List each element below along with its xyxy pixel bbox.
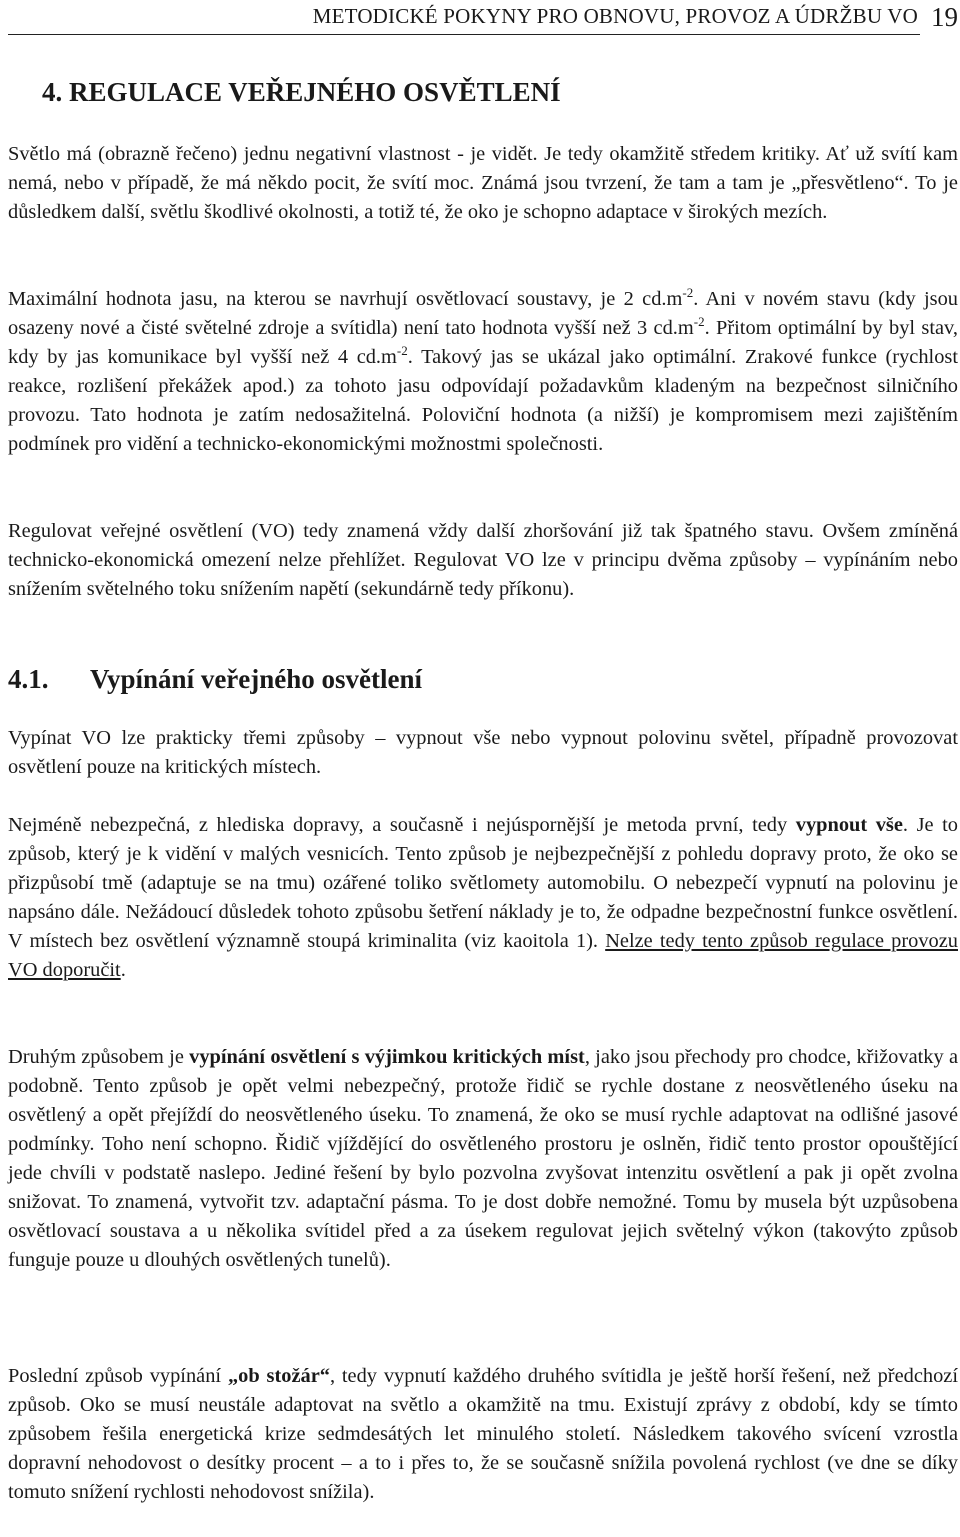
- page-number: 19: [931, 2, 958, 32]
- text-run: . Přitom optimální by byl stav, kdy by jas komunikace byl vyšší než 4 cd.m: [8, 317, 958, 368]
- text-run: Maximální hodnota jasu, na kterou se navrhují osvětlovací soustavy, je 2 cd.m: [8, 288, 683, 310]
- text-run: Nejméně nebezpečná, z hlediska dopravy, a současně i nejúspornější je metoda první, tedy: [8, 814, 796, 836]
- paragraph-three-ways: Vypínat VO lze prakticky třemi způsoby – vypnout vše nebo vypnout polovinu světel, případně provozovat osvětlení pouze na kritických místech.: [8, 727, 958, 778]
- section-title: Vypínání veřejného osvětlení: [90, 664, 423, 694]
- paragraph-regulation: Regulovat veřejné osvětlení (VO) tedy znamená vždy další zhoršování již tak špatného stavu. Ovšem zmíněná technicko-ekonomická omezení nelze přehlížet. Regulovat VO lze v principu dvěma způsoby – vypínáním nebo snížením světelného toku snížením napětí (sekundárně tedy příkonu).: [8, 520, 958, 600]
- bold-term: vypínání osvětlení s výjimkou kritických míst: [189, 1046, 585, 1068]
- underlined-recommendation: Nelze tedy tento způsob regulace provozu VO doporučit: [8, 930, 958, 981]
- section-number: 4.1.: [8, 664, 49, 694]
- header-rule: [8, 34, 920, 35]
- text-run: . Je to způsob, který je k vidění v malých vesnicích. Tento způsob je nejbezpečnější z pohledu dopravy proto, že oko se přizpůsobí tmě (adaptuje se na tmu) ozářené toliko světlomety automobilu. O nebezpečí vypnutí na polovinu je napsáno dále. Nežádoucí důsledek tohoto způsobu šetření náklady je to, že odpadne bezpečnostní funkce osvětlení. V místech bez osvětlení významně stoupá kriminalita (viz kaoitola 1).: [8, 814, 958, 952]
- superscript: -2: [682, 285, 694, 300]
- text-run: , jako jsou přechody pro chodce, křižovatky a podobně. Tento způsob je opět velmi nebezpečný, protože řidič se rychle dostane z neosvětleného úseku na osvětlený a opět přejíždí do neosvětleného úseku. To znamená, že oko se musí rychle adaptovat na odlišné jasové podmínky. Toho není schopno. Řidič vjíždějící do osvětleného prostoru je oslněn, řidič tento prostor opouštějící jede chvíli v podstatě naslepo. Jediné řešení by bylo pozvolna zvyšovat intenzitu osvětlení a pak ji opět zvolna snižovat. To znamená, vytvořit tzv. adaptační pásma. To je dost dobře nemožné. Tomu by musela být uzpůsobena osvětlovací soustava a u několika svítidel před a za úsekem regulovat jejich světelný výkon (takovýto způsob funguje pouze u dlouhých osvětlených tunelů).: [8, 1046, 958, 1271]
- header-title: METODICKÉ POKYNY PRO OBNOVU, PROVOZ A ÚDRŽBU VO: [312, 4, 918, 28]
- superscript: -2: [396, 343, 408, 358]
- superscript: -2: [693, 314, 705, 329]
- bold-term: vypnout vše: [795, 814, 903, 836]
- text-run: Poslední způsob vypínání: [8, 1365, 228, 1387]
- section-heading: [8, 661, 422, 697]
- paragraph-switch-off-all: [8, 811, 958, 985]
- text-run: Druhým způsobem je: [8, 1046, 190, 1068]
- paragraph-intro: Světlo má (obrazně řečeno) jednu negativní vlastnost - je vidět. Je tedy okamžitě středem kritiky. Ať už svítí kam nemá, nebo v případě, že má někdo pocit, že svítí moc. Známá jsou tvrzení, že tam a tam je „přesvětleno“. To je důsledkem další, světlu škodlivé okolnosti, a totiž té, že oko je schopno adaptace v širokých mezích.: [8, 143, 958, 223]
- text-run: . Ani v novém stavu (kdy jsou osazeny nové a čisté světelné zdroje a svítidla) není tato hodnota vyšší než 3 cd.m: [8, 288, 958, 339]
- page-header: [8, 0, 960, 40]
- paragraph-critical-places: [8, 1043, 958, 1275]
- paragraph-every-other-pole: [8, 1362, 958, 1507]
- text-run: .: [120, 959, 126, 981]
- chapter-title: 4. REGULACE VEŘEJNÉHO OSVĚTLENÍ: [42, 77, 561, 107]
- paragraph-luminance: [8, 285, 958, 459]
- bold-term: „ob stožár“: [227, 1365, 330, 1387]
- text-run: . Takový jas se ukázal jako optimální. Zrakové funkce (rychlost reakce, rozlišení překážek apod.) za tohoto jasu odpovídají požadavkům kladeným na bezpečnost silničního provozu. Tato hodnota je zatím nedosažitelná. Poloviční hodnota (a nižší) je kompromisem mezi zajištěním podmínek pro vidění a technicko-ekonomickými možnostmi společnosti.: [8, 346, 958, 455]
- text-run: , tedy vypnutí každého druhého svítidla je ještě horší řešení, než předchozí způsob. Oko se musí neustále adaptovat na světlo a okamžitě na tmu. Existují zprávy z období, kdy se tímto způsobem řešila energetická krize sedmdesátých let minulého století. Následkem takového svícení vzrostla dopravní nehodovost o desítky procent – a to i přes to, že se současně snížila povolená rychlost (ve dne se díky tomuto snížení rychlosti nehodovost snížila).: [8, 1365, 958, 1503]
